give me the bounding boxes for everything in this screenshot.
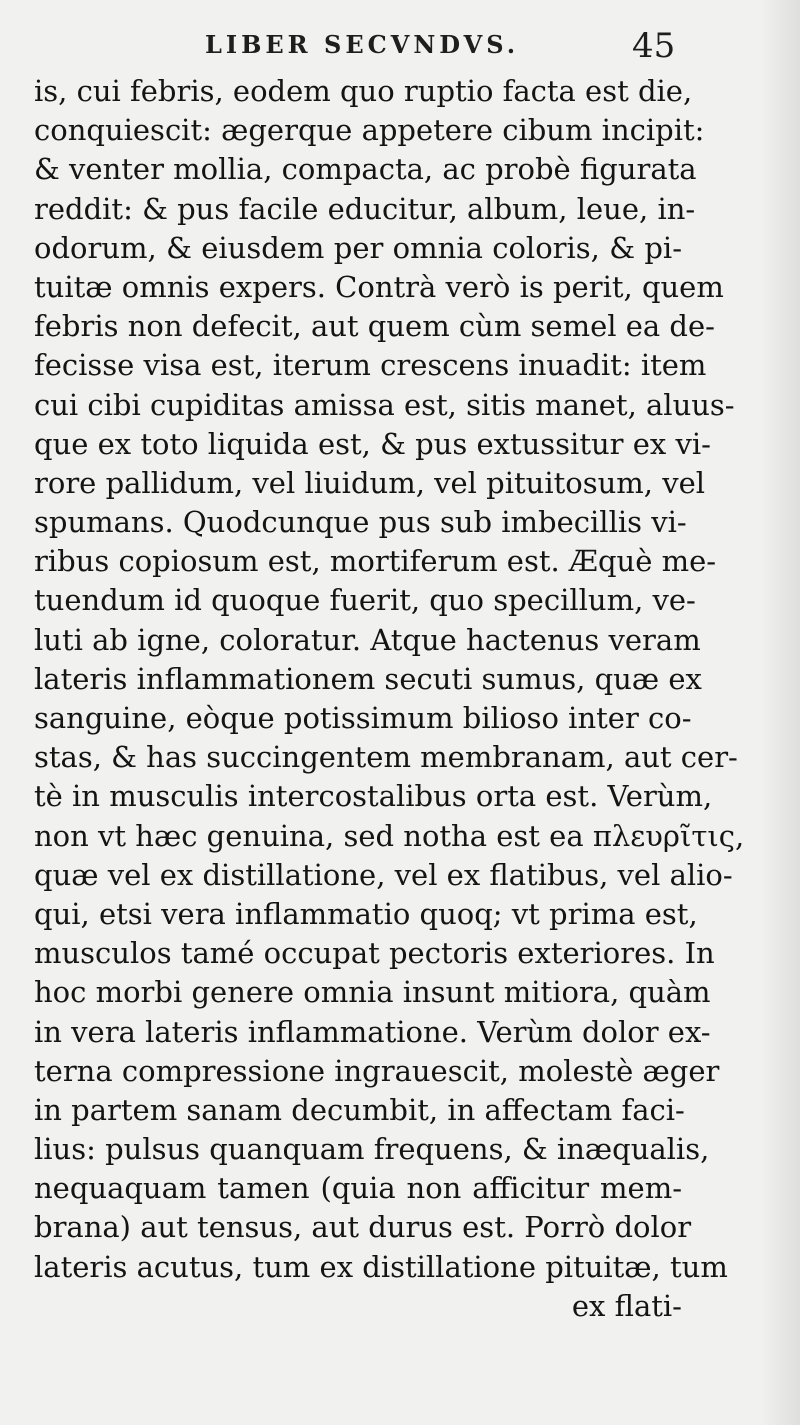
- text-line: qui, etsi vera inflammatio quoq; vt prima est,: [34, 896, 698, 931]
- text-line: lateris inflammationem secuti sumus, quæ ex: [34, 661, 702, 696]
- text-line: febris non defecit, aut quem cùm semel ea de-: [34, 309, 715, 344]
- text-line: luti ab igne, coloratur. Atque hactenus veram: [34, 622, 701, 657]
- text-line: is, cui febris, eodem quo ruptio facta est die,: [34, 74, 693, 108]
- catchword-line: ex flati-: [571, 1288, 682, 1323]
- text-line: in vera lateris inflammatione. Verùm dolor ex-: [34, 1014, 711, 1049]
- text-line: lius: pulsus quanquam frequens, & inæqualis,: [34, 1132, 710, 1167]
- text-line: lateris acutus, tum ex distillatione pituitæ, tum: [34, 1249, 728, 1284]
- text-line: brana) aut tensus, aut durus est. Porrò dolor: [34, 1210, 692, 1245]
- text-line: nequaquam tamen (quia non afficitur mem-: [34, 1171, 682, 1206]
- page-header: [0, 28, 800, 64]
- text-line: que ex toto liquida est, & pus extussitur ex vi-: [34, 426, 711, 461]
- text-line: cui cibi cupiditas amissa est, sitis manet, aluus-: [34, 387, 735, 422]
- text-line: hoc morbi genere omnia insunt mitiora, quàm: [34, 975, 711, 1010]
- text-line: in partem sanam decumbit, in affectam faci-: [34, 1092, 685, 1127]
- page-number: 45: [632, 26, 676, 66]
- text-line: ribus copiosum est, mortiferum est. Æquè me-: [34, 544, 717, 579]
- text-line: odorum, & eiusdem per omnia coloris, & pi-: [34, 230, 682, 265]
- text-line: tè in musculis intercostalibus orta est. Verùm,: [34, 779, 713, 814]
- text-line: rore pallidum, vel liuidum, vel pituitosum, vel: [34, 465, 706, 500]
- page-edge-shadow: [760, 0, 800, 1425]
- body-text: [34, 72, 745, 1326]
- text-line: tuendum id quoque fuerit, quo specillum, ve-: [34, 583, 696, 618]
- text-line: non vt hæc genuina, sed notha est ea πλευρῖτις,: [34, 818, 745, 853]
- running-title: LIBER SECVNDVS.: [205, 30, 520, 59]
- text-line: & venter mollia, compacta, ac probè figurata: [34, 152, 697, 187]
- text-line: reddit: & pus facile educitur, album, leue, in-: [34, 191, 696, 226]
- text-line: sanguine, eòque potissimum bilioso inter co-: [34, 701, 692, 735]
- text-line: tuitæ omnis expers. Contrà verò is perit, quem: [34, 269, 724, 304]
- text-line: fecisse visa est, iterum crescens inuadit: item: [34, 348, 707, 383]
- text-line: stas, & has succingentem membranam, aut cer-: [34, 740, 738, 775]
- text-line: terna compressione ingrauescit, molestè æger: [34, 1053, 720, 1088]
- text-line: spumans. Quodcunque pus sub imbecillis vi-: [34, 505, 687, 540]
- text-line: quæ vel ex distillatione, vel ex flatibus, vel alio-: [34, 857, 733, 892]
- text-line: conquiescit: ægerque appetere cibum incipit:: [34, 113, 705, 148]
- text-line: musculos tamé occupat pectoris exteriores. In: [34, 936, 715, 971]
